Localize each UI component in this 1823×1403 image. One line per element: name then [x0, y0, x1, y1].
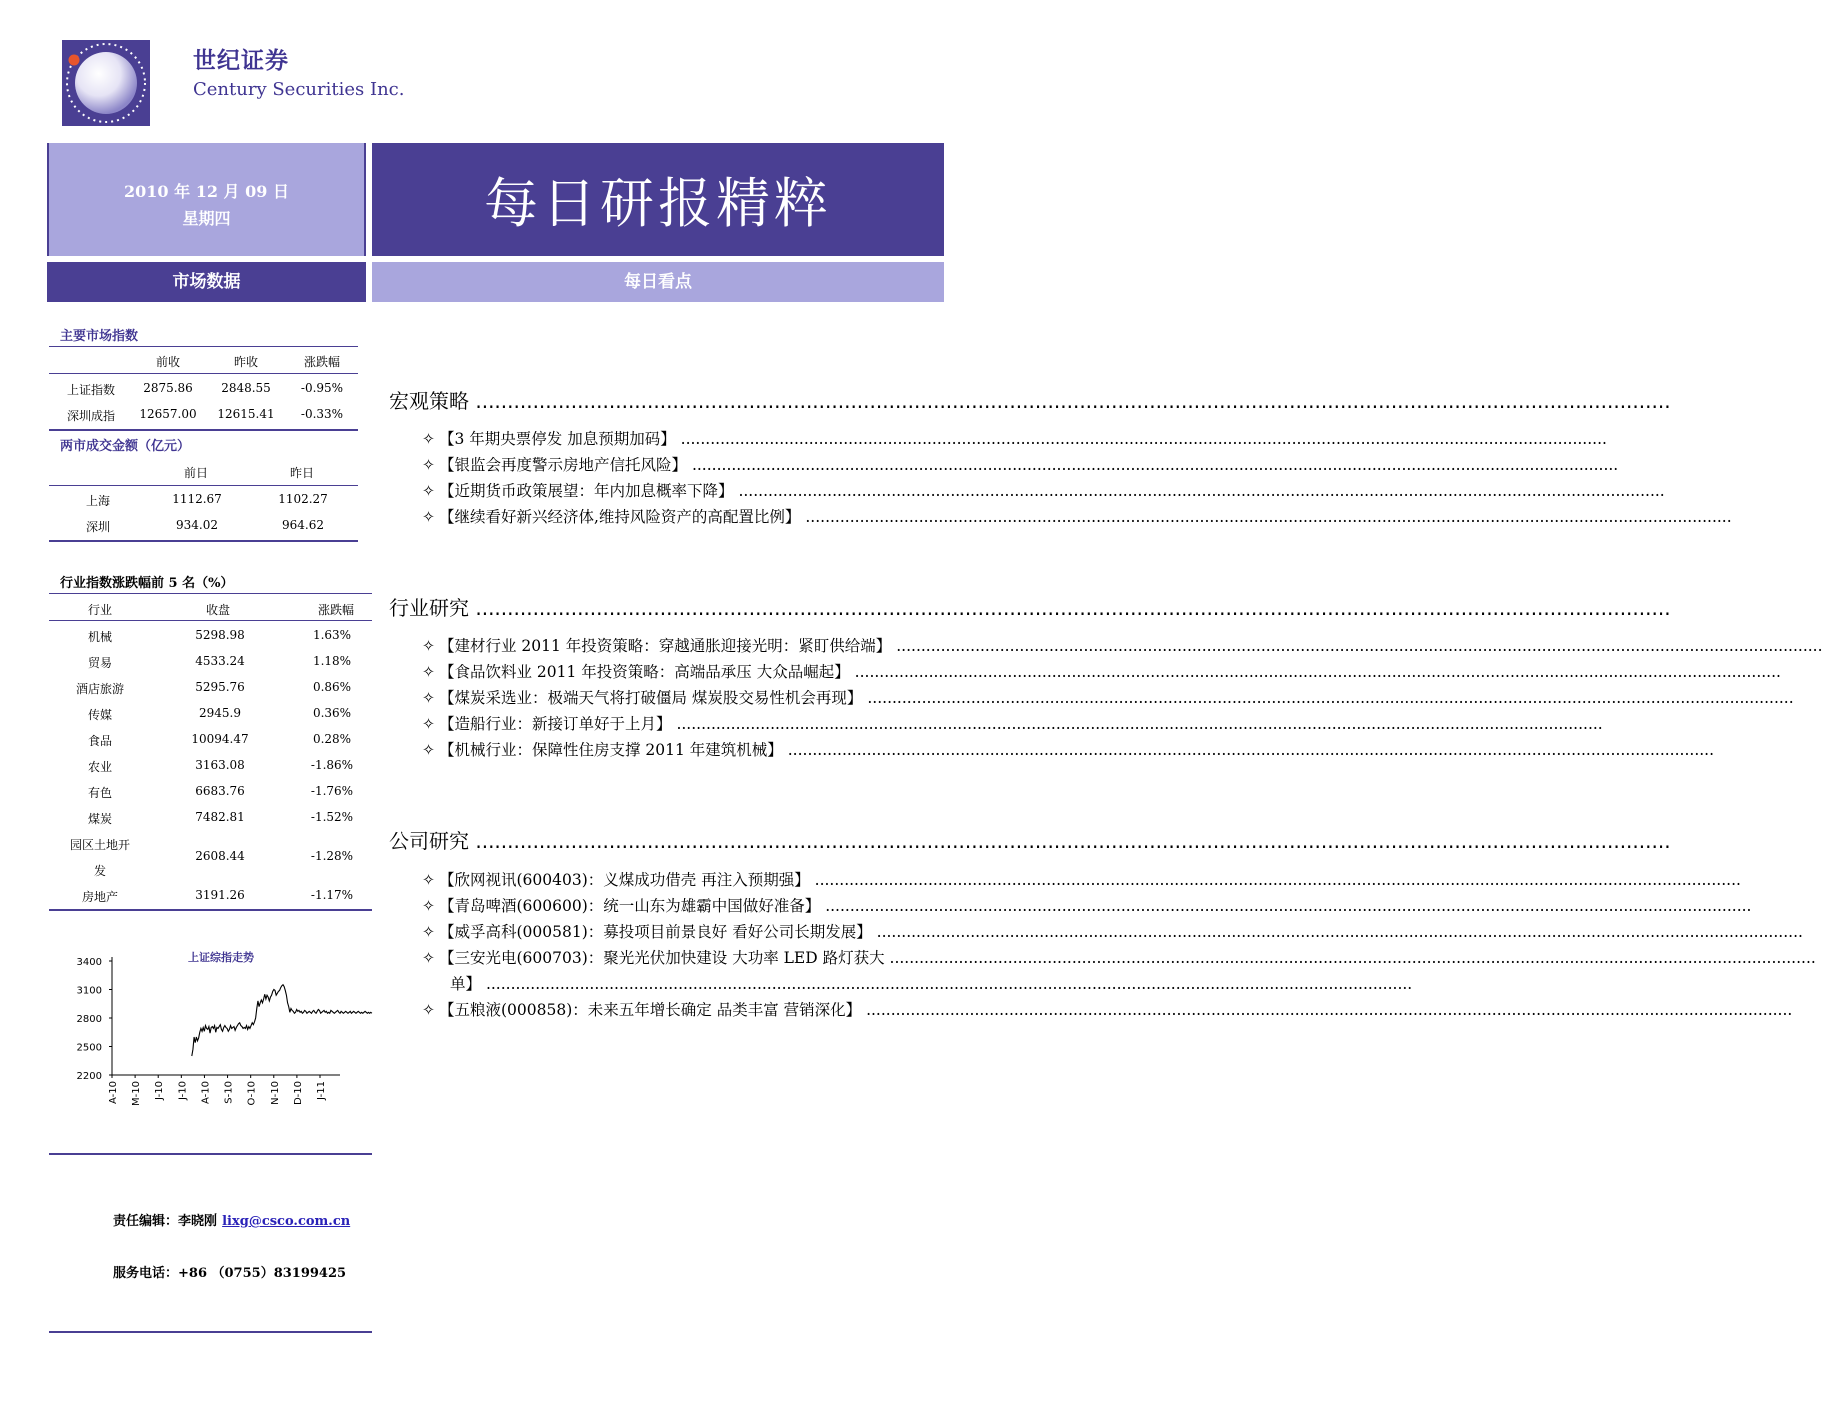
- industry-row-close: 2945.9: [199, 706, 241, 720]
- dot-leader: ............................................................................................................................................................................................: [805, 508, 1732, 526]
- dot-leader: ............................................................................................................................................................................................: [485, 975, 1413, 993]
- industry-row-change: -1.76%: [310, 784, 354, 798]
- industry-row-change: -1.52%: [310, 810, 354, 824]
- industry-row-change: 0.86%: [312, 680, 352, 694]
- company-research-heading: [389, 825, 1671, 854]
- x-tick-label: J-10: [154, 1081, 166, 1100]
- company-research-item-text: 【威孚高科(000581)：募投项目前景良好 看好公司长期发展】: [439, 923, 872, 941]
- industry-row-name: 食品: [87, 734, 112, 748]
- turnover-header-last: 昨日: [289, 466, 314, 480]
- industry-row-close: 3191.26: [195, 888, 245, 902]
- industry-research-item[interactable]: [422, 634, 1823, 656]
- dot-leader: ............................................................................................................................................................................................: [866, 1001, 1793, 1019]
- industry-row-name: 煤炭: [87, 812, 112, 826]
- bullet-icon: ✧: [422, 482, 435, 500]
- industry-research-heading-text: 行业研究: [389, 596, 469, 620]
- report-weekday: 星期四: [182, 209, 231, 228]
- company-name-en: Century Securities Inc.: [193, 79, 405, 100]
- industry-row-close: 7482.81: [195, 810, 245, 824]
- industry-row-change: 1.63%: [312, 628, 352, 642]
- industry-research-item-text: 【建材行业 2011 年投资策略：穿越通胀迎接光明：紧盯供给端】: [439, 637, 892, 655]
- industry-row-close: 6683.76: [195, 784, 245, 798]
- industry-research-item[interactable]: [422, 738, 1715, 760]
- x-tick-label: A-10: [200, 1081, 212, 1104]
- chart-title: 上证综指走势: [188, 951, 254, 964]
- industry-research-heading: [389, 592, 1671, 621]
- main-index-row-last: 2848.55: [221, 381, 271, 395]
- dot-leader: ............................................................................................................................................................................................: [896, 637, 1823, 655]
- industry-research-item-text: 【造船行业：新接订单好于上月】: [439, 715, 672, 733]
- main-index-header-prev: 前收: [155, 355, 180, 369]
- main-index-row-name: 上证指数: [66, 383, 115, 397]
- x-tick-label: N-10: [269, 1081, 281, 1105]
- main-index-row-name: 深圳成指: [66, 409, 115, 423]
- macro-item-text: 【3 年期央票停发 加息预期加码】: [439, 430, 676, 448]
- company-research-item-text: 【五粮液(000858)：未来五年增长确定 品类丰富 营销深化】: [439, 1001, 862, 1019]
- industry-row-close: 5295.76: [195, 680, 245, 694]
- industry-row-name: 农业: [87, 760, 112, 774]
- dot-leader: ............................................................................................................................................................................................: [825, 897, 1752, 915]
- main-index-row-prev: 2875.86: [143, 381, 193, 395]
- editor-label: 责任编辑：李晓刚: [113, 1214, 218, 1229]
- dot-leader: ............................................................................................................................................................................................: [475, 389, 1671, 413]
- bullet-icon: ✧: [422, 871, 435, 889]
- editor-email-link[interactable]: lixg@csco.com.cn: [222, 1214, 351, 1229]
- dot-leader: ............................................................................................................................................................................................: [889, 949, 1816, 967]
- main-index-header-last: 昨收: [233, 355, 258, 369]
- macro-item[interactable]: [422, 453, 1619, 475]
- company-research-item-text: 【欣网视讯(600403)：义煤成功借壳 再注入预期强】: [439, 871, 810, 889]
- macro-heading: [389, 385, 1671, 414]
- bullet-icon: ✧: [422, 949, 435, 967]
- x-tick-label: M-10: [131, 1081, 143, 1106]
- industry-row-close: 5298.98: [195, 628, 245, 642]
- industry-row-name: 贸易: [87, 656, 112, 670]
- industry-research-item-text: 【食品饮料业 2011 年投资策略：高端品承压 大众品崛起】: [439, 663, 850, 681]
- dot-leader: ............................................................................................................................................................................................: [475, 596, 1671, 620]
- x-tick-label: A-10: [108, 1081, 119, 1104]
- company-research-item-cont[interactable]: [450, 972, 1413, 994]
- company-research-item-cont-text: 单】: [450, 975, 482, 993]
- industry-row-name: 机械: [87, 630, 112, 644]
- industry-research-item[interactable]: [422, 712, 1603, 734]
- industry-row-name: 园区土地开: [69, 838, 130, 852]
- company-research-item-text: 【三安光电(600703)：聚光光伏加快建设 大功率 LED 路灯获大: [439, 949, 885, 967]
- macro-item-text: 【近期货币政策展望：年内加息概率下降】: [439, 482, 734, 500]
- industry-title: 行业指数涨跌幅前 5 名（%）: [60, 576, 234, 591]
- turnover-row-prev: 1112.67: [172, 492, 222, 506]
- turnover-row-prev: 934.02: [176, 518, 218, 532]
- editor-line: [113, 1210, 350, 1229]
- macro-item-text: 【继续看好新兴经济体,维持风险资产的高配置比例】: [439, 508, 801, 526]
- dot-leader: ............................................................................................................................................................................................: [787, 741, 1715, 759]
- main-index-row-last: 12615.41: [217, 407, 275, 421]
- industry-header-close: 收盘: [205, 603, 230, 617]
- bullet-icon: ✧: [422, 663, 435, 681]
- dot-leader: ............................................................................................................................................................................................: [691, 456, 1619, 474]
- bullet-icon: ✧: [422, 456, 435, 474]
- y-tick-label: 3400: [76, 957, 102, 968]
- bullet-icon: ✧: [422, 430, 435, 448]
- shanghai-index-chart: [60, 940, 360, 1115]
- x-tick-label: J-10: [177, 1081, 189, 1100]
- bullet-icon: ✧: [422, 923, 435, 941]
- macro-item-text: 【银监会再度警示房地产信托风险】: [439, 456, 688, 474]
- macro-heading-text: 宏观策略: [389, 389, 469, 413]
- industry-header-name: 行业: [87, 603, 112, 617]
- company-name-cn: 世纪证券: [193, 48, 289, 74]
- service-phone: 服务电话：+86 （0755）83199425: [113, 1266, 347, 1281]
- macro-item[interactable]: [422, 427, 1607, 449]
- company-research-item[interactable]: [422, 946, 1816, 968]
- company-research-item-text: 【青岛啤酒(600600)：统一山东为雄霸中国做好准备】: [439, 897, 821, 915]
- industry-row-close: 2608.44: [195, 849, 245, 863]
- industry-row-change: -1.86%: [310, 758, 354, 772]
- dot-leader: ............................................................................................................................................................................................: [876, 923, 1803, 941]
- turnover-row-name: 深圳: [85, 520, 110, 534]
- main-index-row-change: -0.33%: [300, 407, 344, 421]
- dot-leader: ............................................................................................................................................................................................: [738, 482, 1665, 500]
- industry-row-name: 酒店旅游: [75, 682, 124, 696]
- dot-leader: ............................................................................................................................................................................................: [867, 689, 1794, 707]
- title-panel: [372, 143, 944, 256]
- report-title: 每日研报精粹: [484, 172, 832, 235]
- y-tick-label: 2800: [76, 1014, 102, 1025]
- dot-leader: ............................................................................................................................................................................................: [814, 871, 1741, 889]
- company-research-heading-text: 公司研究: [389, 829, 469, 853]
- turnover-row-name: 上海: [85, 494, 110, 508]
- industry-row-close: 3163.08: [195, 758, 245, 772]
- bullet-icon: ✧: [422, 715, 435, 733]
- industry-row-change: -1.17%: [310, 888, 354, 902]
- dot-leader: ............................................................................................................................................................................................: [676, 715, 1603, 733]
- industry-row-change: 1.18%: [312, 654, 352, 668]
- dot-leader: ............................................................................................................................................................................................: [854, 663, 1781, 681]
- report-date: 2010 年 12 月 09 日: [124, 182, 289, 201]
- index-series-line: [192, 985, 372, 1056]
- turnover-header-prev: 前日: [183, 466, 208, 480]
- bullet-icon: ✧: [422, 1001, 435, 1019]
- x-tick-label: O-10: [246, 1081, 258, 1106]
- industry-research-item[interactable]: [422, 686, 1794, 708]
- industry-row-close: 4533.24: [195, 654, 245, 668]
- y-tick-label: 2200: [76, 1071, 102, 1082]
- chart-plot: [60, 940, 360, 1115]
- y-tick-label: 3100: [76, 985, 102, 997]
- industry-row-name-cont: 发: [93, 864, 106, 878]
- bullet-icon: ✧: [422, 637, 435, 655]
- bullet-icon: ✧: [422, 897, 435, 915]
- bullet-icon: ✧: [422, 508, 435, 526]
- dot-leader: ............................................................................................................................................................................................: [680, 430, 1607, 448]
- industry-header-change: 涨跌幅: [317, 603, 354, 617]
- industry-research-item-text: 【煤炭采选业：极端天气将打破僵局 煤炭股交易性机会再现】: [439, 689, 863, 707]
- industry-row-name: 传媒: [87, 708, 112, 722]
- turnover-title: 两市成交金额（亿元）: [60, 439, 191, 454]
- macro-item[interactable]: [422, 505, 1732, 527]
- industry-row-change: -1.28%: [310, 849, 354, 863]
- dot-leader: ............................................................................................................................................................................................: [475, 829, 1671, 853]
- industry-research-item[interactable]: [422, 660, 1781, 682]
- company-logo: [62, 40, 150, 126]
- company-research-item[interactable]: [422, 894, 1752, 916]
- section-daily-view: 每日看点: [372, 262, 944, 302]
- x-tick-label: J-11: [316, 1081, 327, 1100]
- turnover-row-last: 1102.27: [278, 492, 328, 506]
- industry-row-name: 有色: [87, 786, 112, 800]
- bullet-icon: ✧: [422, 741, 435, 759]
- turnover-row-last: 964.62: [282, 518, 324, 532]
- macro-item[interactable]: [422, 479, 1665, 501]
- section-market-data: 市场数据: [47, 262, 366, 302]
- y-tick-label: 2500: [76, 1042, 102, 1054]
- x-tick-label: D-10: [292, 1081, 304, 1106]
- main-index-row-prev: 12657.00: [139, 407, 197, 421]
- date-panel: [47, 143, 366, 256]
- industry-row-name: 房地产: [81, 890, 118, 904]
- x-tick-label: S-10: [223, 1081, 235, 1104]
- main-index-header-change: 涨跌幅: [303, 355, 340, 369]
- industry-row-change: 0.36%: [312, 706, 352, 720]
- company-research-item[interactable]: [422, 998, 1793, 1020]
- bullet-icon: ✧: [422, 689, 435, 707]
- company-research-item[interactable]: [422, 868, 1741, 890]
- company-research-item[interactable]: [422, 920, 1803, 942]
- main-index-row-change: -0.95%: [300, 381, 344, 395]
- industry-research-item-text: 【机械行业：保障性住房支撑 2011 年建筑机械】: [439, 741, 783, 759]
- logo-sphere-icon: [62, 40, 150, 126]
- industry-row-change: 0.28%: [312, 732, 352, 746]
- industry-row-close: 10094.47: [191, 732, 249, 746]
- main-index-title: 主要市场指数: [60, 329, 139, 344]
